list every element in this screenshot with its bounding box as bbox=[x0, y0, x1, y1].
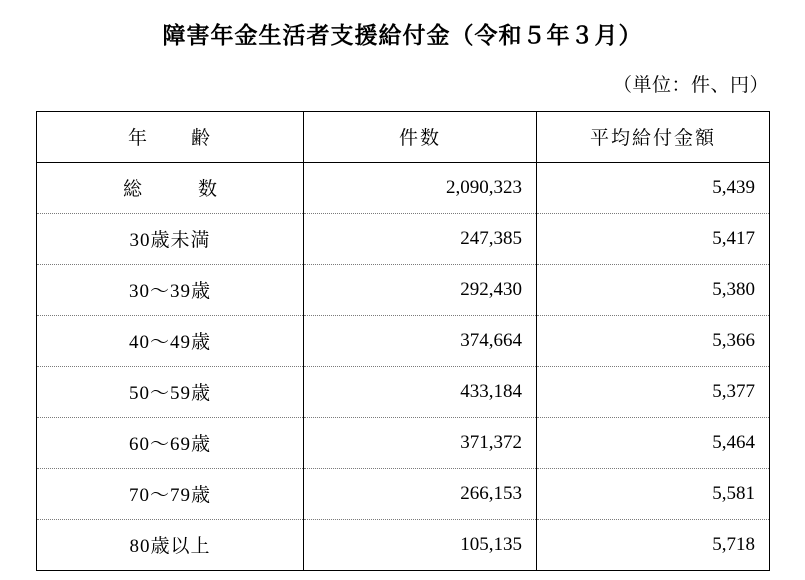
cell-average: 5,380 bbox=[537, 264, 770, 315]
table-row bbox=[37, 417, 770, 468]
unit-note: （単位：件、円） bbox=[612, 74, 769, 96]
table-container bbox=[0, 97, 805, 571]
column-header-average: 平均給付金額 bbox=[537, 111, 770, 162]
cell-average: 5,718 bbox=[537, 519, 770, 570]
cell-age: 70〜79歳 bbox=[37, 468, 304, 519]
cell-average: 5,366 bbox=[537, 315, 770, 366]
cell-age: 50〜59歳 bbox=[37, 366, 304, 417]
cell-average: 5,377 bbox=[537, 366, 770, 417]
table-row bbox=[37, 213, 770, 264]
cell-count: 292,430 bbox=[304, 264, 537, 315]
table-row bbox=[37, 315, 770, 366]
table-header bbox=[37, 111, 770, 162]
cell-age: 30歳未満 bbox=[37, 213, 304, 264]
cell-count: 2,090,323 bbox=[304, 162, 537, 213]
cell-count: 371,372 bbox=[304, 417, 537, 468]
cell-count: 266,153 bbox=[304, 468, 537, 519]
cell-average: 5,464 bbox=[537, 417, 770, 468]
table-body bbox=[37, 162, 770, 570]
table-row bbox=[37, 468, 770, 519]
column-header-count: 件数 bbox=[304, 111, 537, 162]
cell-average: 5,581 bbox=[537, 468, 770, 519]
cell-age: 60〜69歳 bbox=[37, 417, 304, 468]
cell-count: 433,184 bbox=[304, 366, 537, 417]
cell-count: 247,385 bbox=[304, 213, 537, 264]
cell-average: 5,417 bbox=[537, 213, 770, 264]
table-row bbox=[37, 264, 770, 315]
table-row bbox=[37, 162, 770, 213]
table-row bbox=[37, 519, 770, 570]
table-row bbox=[37, 366, 770, 417]
page-title: 障害年金生活者支援給付金（令和５年３月） bbox=[162, 23, 643, 48]
cell-age: 30〜39歳 bbox=[37, 264, 304, 315]
column-header-age: 年 齢 bbox=[37, 111, 304, 162]
cell-age: 総 数 bbox=[37, 162, 304, 213]
cell-age: 80歳以上 bbox=[129, 536, 211, 558]
cell-count: 105,135 bbox=[304, 519, 537, 570]
cell-age: 40〜49歳 bbox=[37, 315, 304, 366]
cell-average: 5,439 bbox=[537, 162, 770, 213]
benefit-table bbox=[36, 111, 770, 571]
table-header-row bbox=[37, 111, 770, 162]
cell-count: 374,664 bbox=[304, 315, 537, 366]
